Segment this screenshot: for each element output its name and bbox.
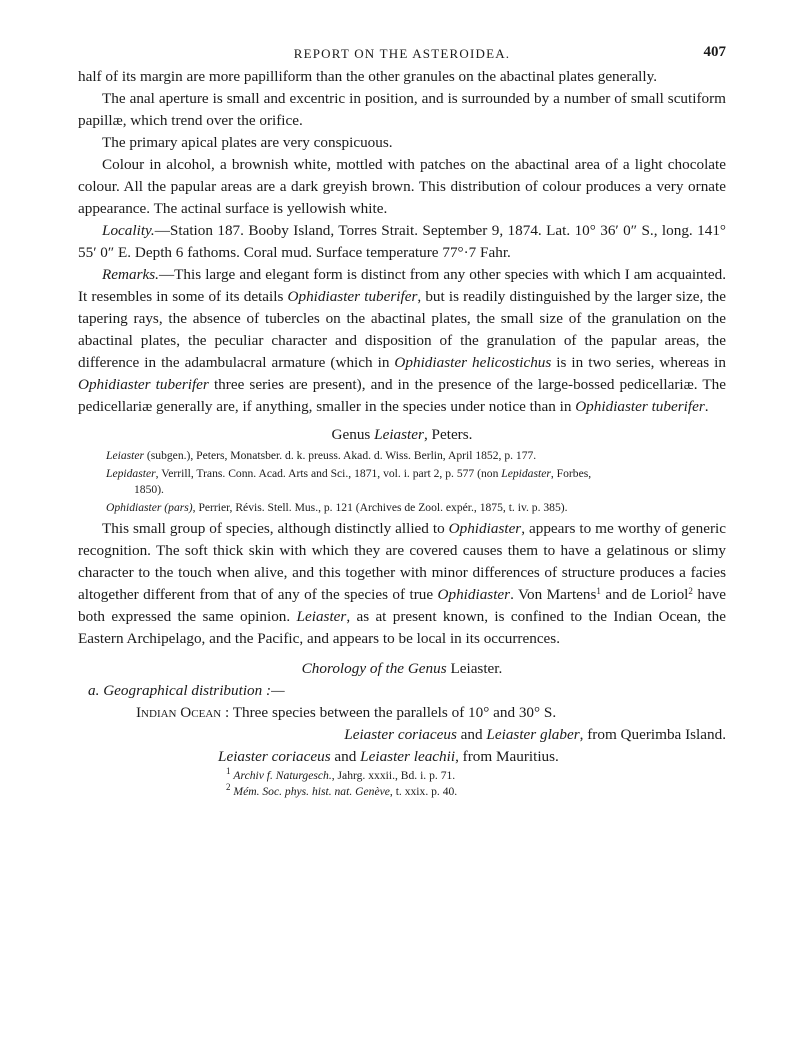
conjunction: and bbox=[456, 726, 487, 743]
species-name: Leiaster leachii bbox=[360, 748, 456, 765]
synonym-reference: , Forbes, bbox=[550, 467, 592, 480]
genus-name: Leiaster bbox=[296, 608, 347, 625]
remarks-text: —This large and elegant form is distinct from any other species with which I am acquainted. It resembles in some of its details bbox=[78, 266, 726, 305]
locality-label: Locality. bbox=[102, 222, 155, 239]
footnote-source: Mém. Soc. phys. hist. nat. Genève bbox=[233, 785, 390, 798]
body-text: , appears to me worthy of generic recognition. The soft thick skin with which they are covered causes them to have a gelatinous or slimy character to the touch when alive, and this together with minor differences of structure produces a facies altogether different from that of any of the species of true bbox=[78, 520, 726, 603]
genus-name: Ophidiaster bbox=[448, 520, 522, 537]
paragraph-remarks bbox=[78, 264, 726, 418]
chorology-period: . bbox=[498, 660, 503, 677]
footnote-ref: 2 bbox=[688, 586, 693, 596]
footnote bbox=[226, 768, 726, 784]
species-name: Ophidiaster helicostichus bbox=[394, 354, 552, 371]
body-text: and de Loriol bbox=[600, 586, 689, 603]
genus-author: , Peters. bbox=[423, 426, 473, 443]
genus-name: Leiaster bbox=[450, 660, 499, 677]
synonymy-entry bbox=[106, 466, 726, 498]
synonym-name: Ophidiaster (pars) bbox=[106, 501, 193, 514]
species-name: Ophidiaster tuberifer bbox=[575, 398, 705, 415]
species-name: Ophidiaster tuberifer bbox=[78, 376, 209, 393]
chorology-title: Chorology of the Genus bbox=[301, 660, 451, 677]
synonymy-entry bbox=[106, 500, 726, 516]
locality-text: , from Querimba Island. bbox=[579, 726, 726, 743]
footnote-source: Archiv f. Naturgesch. bbox=[233, 769, 332, 782]
geographical-distribution-heading bbox=[88, 680, 726, 702]
paragraph-colour: Colour in alcohol, a brownish white, mottled with patches on the abactinal area of a light chocolate colour. All the papular areas are a dark greyish brown. This distribution of colour produces a very ornate appearance. The actinal surface is yellowish white. bbox=[78, 156, 726, 217]
synonym-name: Lepidaster bbox=[501, 467, 551, 480]
footnote-number: 1 bbox=[226, 766, 231, 776]
page-number: 407 bbox=[703, 44, 726, 60]
body-text: have both expressed the same opinion. bbox=[78, 586, 726, 625]
geo-label: a. Geographical distribution :— bbox=[88, 682, 285, 699]
paragraph-locality bbox=[78, 220, 726, 264]
species-name: Ophidiaster tuberifer bbox=[287, 288, 418, 305]
remarks-text: three series are present), and in the presence of the large-bossed pedicellariæ. The pedicellariæ generally are, if anything, smaller in the species under notice than in bbox=[78, 376, 727, 415]
conjunction: and bbox=[330, 748, 361, 765]
genus-prefix: Genus bbox=[331, 426, 375, 443]
genus-heading bbox=[78, 424, 726, 446]
footnote-text: , Jahrg. xxxii., Bd. i. p. 71. bbox=[331, 769, 456, 782]
body-text: , as at present known, is confined to the Indian Ocean, the Eastern Archipelago, and the Pacific, and appears to be local in its occurrences. bbox=[78, 608, 726, 647]
paragraph-continued: half of its margin are more papilliform than the other granules on the abactinal plates generally. bbox=[78, 68, 658, 85]
remarks-text: , but is readily distinguished by the larger size, the tapering rays, the absence of tubercles on the abactinal plates, the small size of the granulation on the abactinal plates, the peculiar character and disposition of the granulation of the papular areas, the difference in the adambulacral armature (which in bbox=[78, 288, 726, 371]
region-indian-ocean bbox=[136, 702, 726, 724]
species-name: Leiaster glaber bbox=[486, 726, 580, 743]
running-header bbox=[78, 44, 726, 66]
paragraph-anal-aperture: The anal aperture is small and excentric in position, and is surrounded by a number of small scutiform papillæ, which trend over the orifice. bbox=[78, 90, 726, 129]
paragraph-genus-discussion bbox=[78, 518, 726, 650]
genus-name: Leiaster bbox=[374, 426, 424, 443]
locality-text: , from Mauritius. bbox=[455, 748, 559, 765]
synonym-reference: , Perrier, Révis. Stell. Mus., p. 121 (Archives de Zool. expér., 1875, t. iv. p. 385). bbox=[192, 501, 568, 514]
locality-entry bbox=[78, 724, 726, 746]
synonym-reference: , Verrill, Trans. Conn. Acad. Arts and Sci., 1871, vol. i. part 2, p. 577 (non bbox=[155, 467, 502, 480]
synonym-name: Lepidaster bbox=[106, 467, 156, 480]
remarks-label: Remarks. bbox=[102, 266, 159, 283]
locality-entry bbox=[218, 746, 726, 768]
synonym-name: Leiaster bbox=[106, 449, 145, 462]
remarks-text: . bbox=[704, 398, 709, 415]
body-text: This small group of species, although distinctly allied to bbox=[102, 520, 449, 537]
species-name: Leiaster coriaceus bbox=[218, 748, 331, 765]
locality-text: —Station 187. Booby Island, Torres Strait. September 9, 1874. Lat. 10° 36′ 0″ S., long. 141° 55′ 0″ E. Depth 6 fathoms. Coral mud. Surface temperature 77°·7 Fahr. bbox=[78, 222, 726, 261]
footnote-text: , t. xxix. p. 40. bbox=[389, 785, 458, 798]
footnote-ref: 1 bbox=[596, 586, 601, 596]
page bbox=[78, 44, 726, 800]
synonym-reference: (subgen.), Peters, Monatsber. d. k. preuss. Akad. d. Wiss. Berlin, April 1852, p. 177. bbox=[144, 449, 537, 462]
running-title: REPORT ON THE ASTEROIDEA. bbox=[293, 46, 511, 61]
footnote-number: 2 bbox=[226, 782, 231, 792]
body-text: . Von Martens bbox=[510, 586, 597, 603]
chorology-heading bbox=[78, 658, 726, 680]
genus-name: Ophidiaster bbox=[437, 586, 511, 603]
footnote bbox=[226, 784, 726, 800]
region-label: Indian Ocean bbox=[136, 704, 222, 721]
paragraph-apical-plates: The primary apical plates are very conspicuous. bbox=[102, 134, 393, 151]
species-name: Leiaster coriaceus bbox=[344, 726, 457, 743]
region-text: : Three species between the parallels of 10° and 30° S. bbox=[221, 704, 557, 721]
synonym-reference: 1850). bbox=[134, 483, 164, 496]
synonymy-entry bbox=[106, 448, 726, 464]
remarks-text: is in two series, whereas in bbox=[551, 354, 726, 371]
